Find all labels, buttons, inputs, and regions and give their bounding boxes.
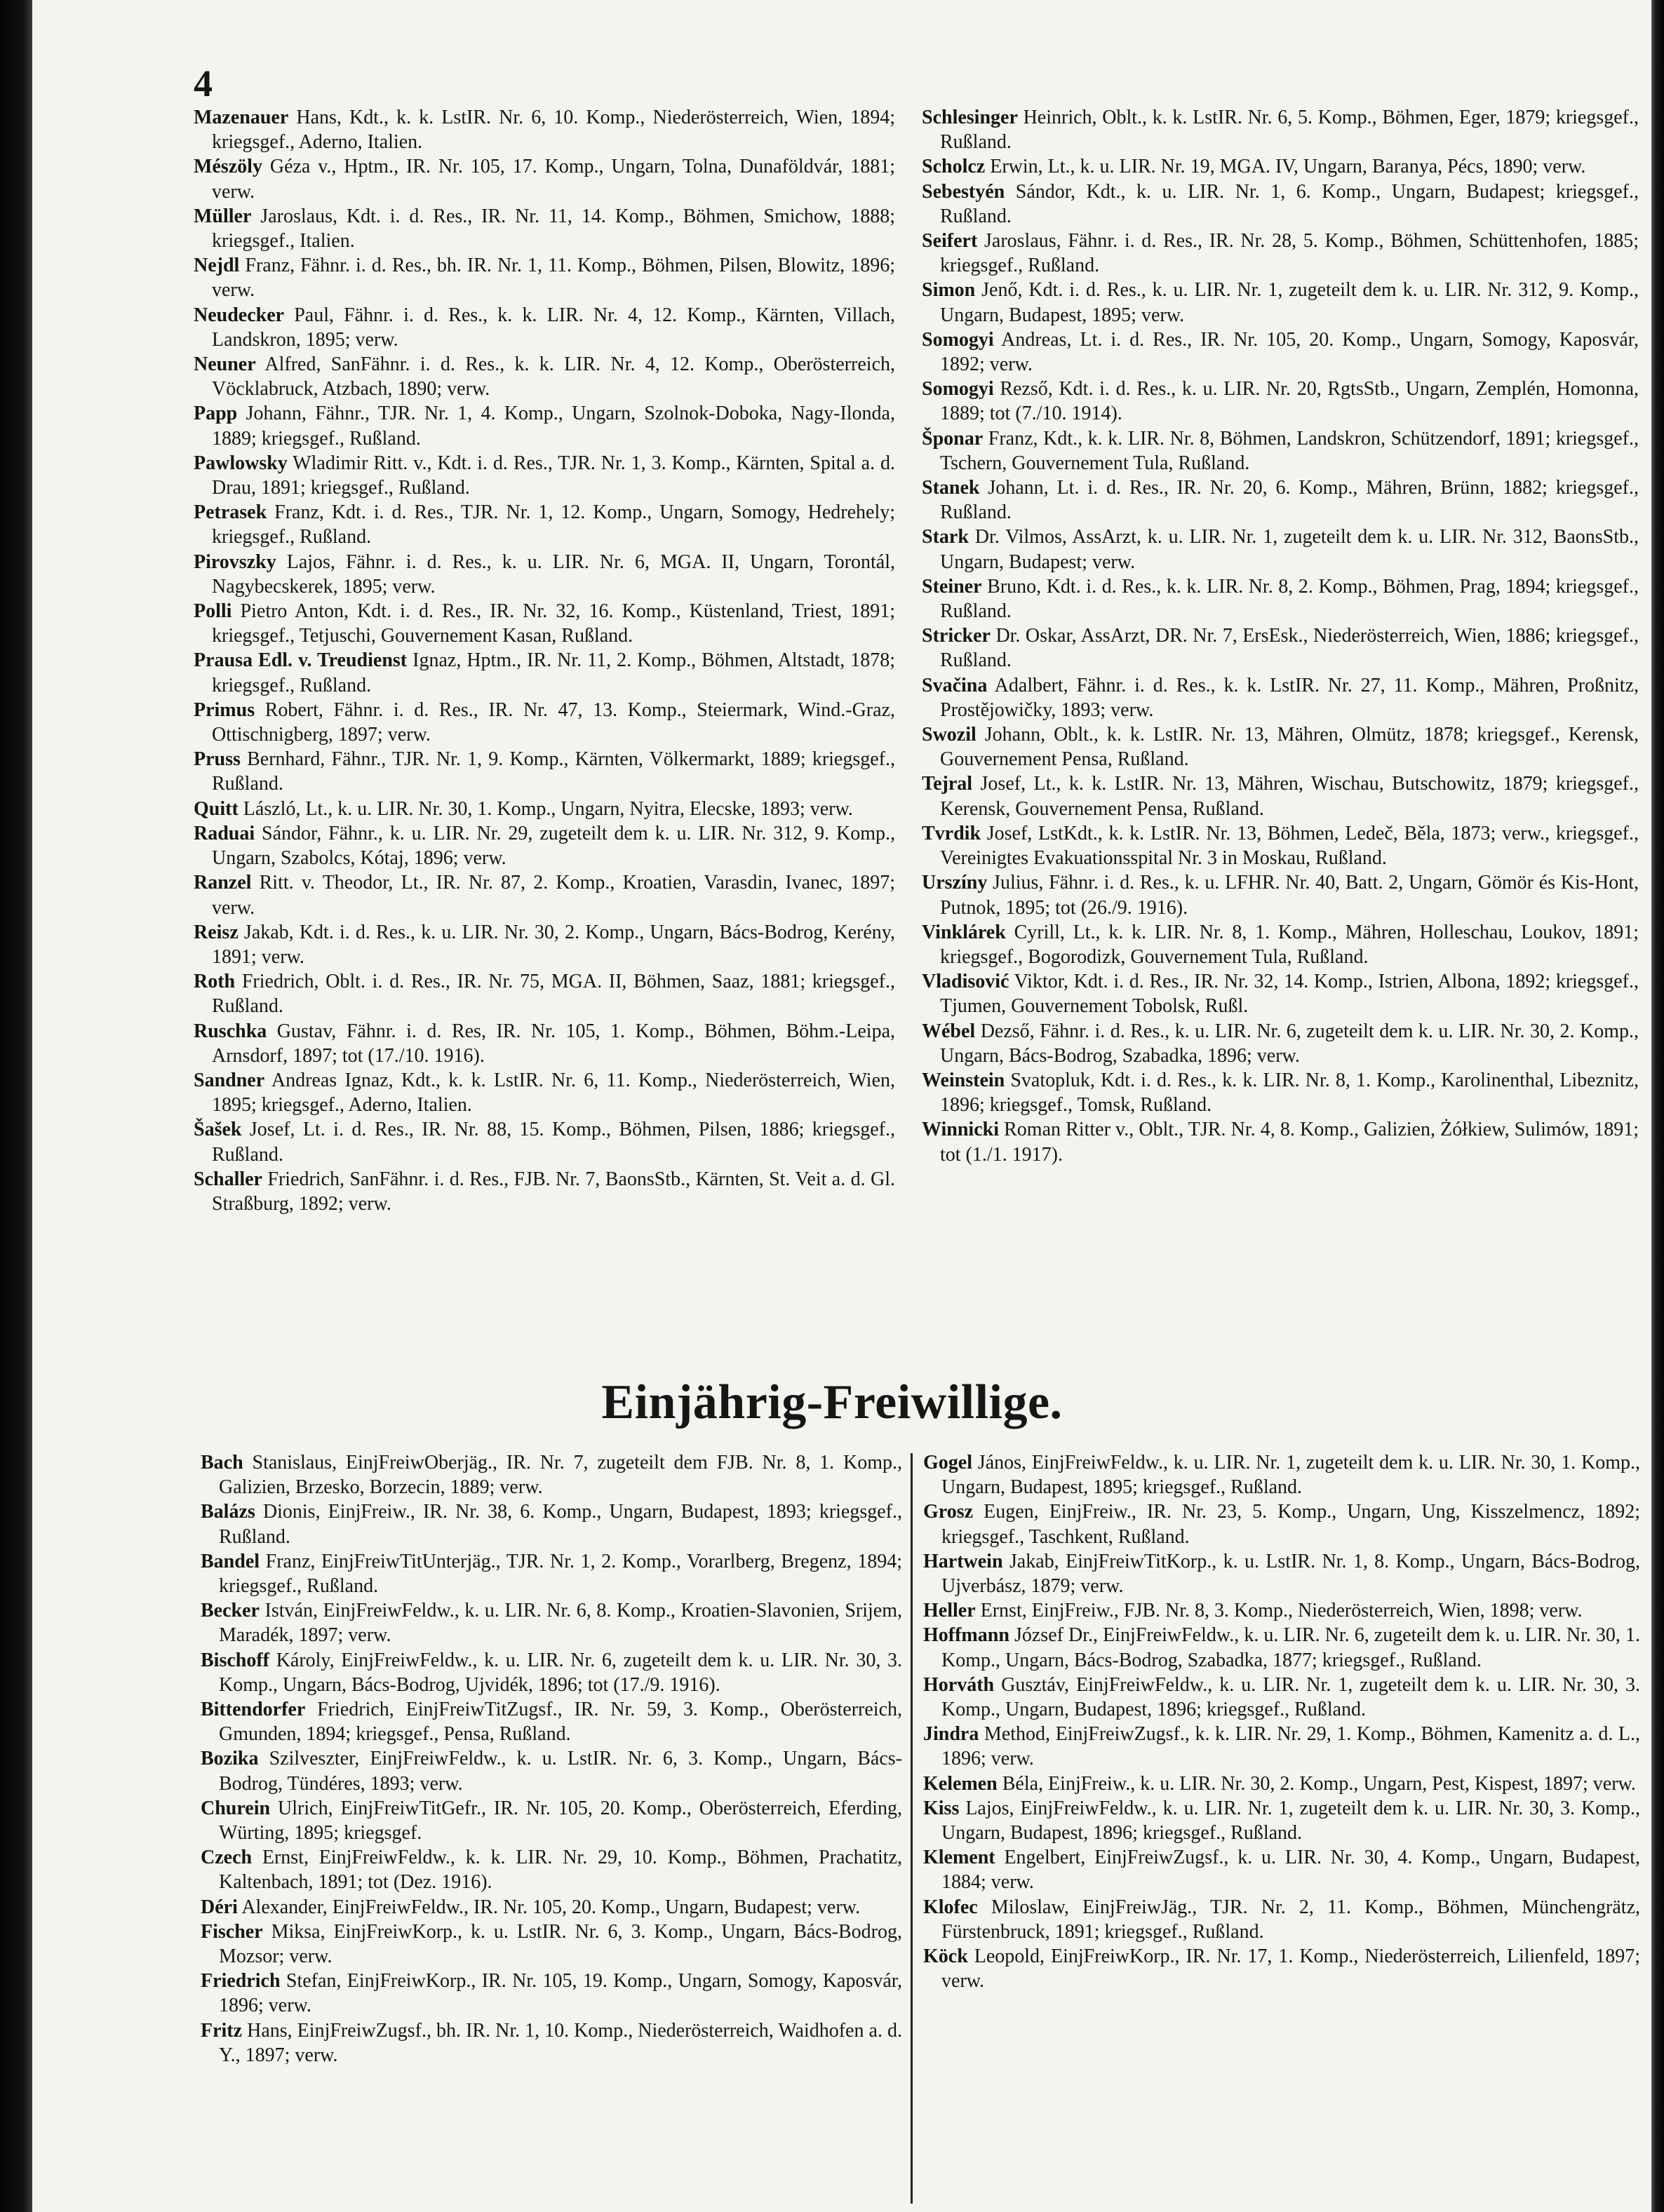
entry-details: Sándor, Kdt., k. u. LIR. Nr. 1, 6. Komp., Ungarn, Budapest; kriegsgef., Rußland. — [940, 180, 1639, 227]
list-entry — [194, 303, 895, 352]
list-entry — [194, 500, 895, 549]
list-entry — [923, 1623, 1640, 1672]
list-entry — [923, 1845, 1640, 1894]
list-entry — [201, 1598, 902, 1647]
entry-surname: Bach — [201, 1452, 243, 1473]
entry-details: Friedrich, SanFähnr. i. d. Res., FJB. Nr. 7, BaonsStb., Kärnten, St. Veit a. d. Gl. Straßburg, 1892; verw. — [212, 1168, 895, 1215]
entry-details: Rezső, Kdt. i. d. Res., k. u. LIR. Nr. 20, RgtsStb., Ungarn, Zemplén, Homonna, 1889; tot (7./10. 1914). — [940, 378, 1639, 425]
entry-surname: Déri — [201, 1896, 238, 1918]
entry-surname: Ranzel — [194, 872, 252, 894]
entry-surname: Czech — [201, 1847, 253, 1869]
entry-surname: Stanek — [922, 477, 980, 499]
entry-details: Hans, EinjFreiwZugsf., bh. IR. Nr. 1, 10. Komp., Niederösterreich, Waidhofen a. d. Y., 1897; verw. — [219, 2019, 902, 2066]
entry-details: Szilveszter, EinjFreiwFeldw., k. u. LstIR. Nr. 6, 3. Komp., Ungarn, Bács-Bodrog, Tündéres, 1893; verw. — [219, 1748, 902, 1795]
entry-surname: Swozil — [922, 724, 977, 746]
list-entry — [922, 105, 1639, 154]
list-entry — [201, 1648, 902, 1697]
entry-surname: Schaller — [194, 1168, 262, 1190]
entry-surname: Scholcz — [922, 156, 986, 178]
bottom-right-column — [923, 1450, 1640, 1993]
entry-surname: Köck — [923, 1945, 968, 1968]
scan-border-left — [0, 0, 32, 2212]
list-entry — [923, 1796, 1640, 1845]
entry-details: József Dr., EinjFreiwFeldw., k. u. LIR. Nr. 6, zugeteilt dem k. u. LIR. Nr. 30, 1. Komp., Ungarn, Bács-Bodrog, Szabadka, 1877; kriegsgef., Rußland. — [941, 1624, 1640, 1671]
entry-surname: Bischoff — [201, 1649, 269, 1671]
entry-details: Jakab, Kdt. i. d. Res., k. u. LIR. Nr. 30, 2. Komp., Ungarn, Bács-Bodrog, Kerény, 1891; verw. — [212, 921, 895, 968]
entry-surname: Mazenauer — [194, 107, 289, 128]
entry-surname: Bandel — [201, 1550, 260, 1572]
entry-details: Károly, EinjFreiwFeldw., k. u. LIR. Nr. 6, zugeteilt dem k. u. LIR. Nr. 30, 3. Komp., Ungarn, Bács-Bodrog, Ujvidék, 1896; tot (17./9. 1916). — [219, 1649, 902, 1696]
entry-surname: Bozika — [201, 1748, 259, 1770]
list-entry — [923, 1673, 1640, 1722]
list-entry — [194, 204, 895, 253]
top-right-column — [922, 105, 1639, 1167]
entry-details: Pietro Anton, Kdt. i. d. Res., IR. Nr. 32, 16. Komp., Küstenland, Triest, 1891; kriegsgef., Tetjuschi, Gouvernement Kasan, Rußland. — [212, 600, 895, 647]
entry-details: Franz, EinjFreiwTitUnterjäg., TJR. Nr. 1, 2. Komp., Vorarlberg, Bregenz, 1894; kriegsgef., Rußland. — [219, 1550, 902, 1598]
list-entry — [194, 599, 895, 648]
entry-details: Adalbert, Fähnr. i. d. Res., k. k. LstIR. Nr. 27, 11. Komp., Mähren, Proßnitz, Prostějowičky, 1893; verw. — [940, 674, 1639, 721]
column-divider — [911, 1453, 913, 2204]
list-entry — [194, 253, 895, 302]
entry-details: Franz, Fähnr. i. d. Res., bh. IR. Nr. 1, 11. Komp., Böhmen, Pilsen, Blowitz, 1896; verw. — [212, 255, 895, 302]
entry-details: Gustav, Fähnr. i. d. Res, IR. Nr. 105, 1. Komp., Böhmen, Böhm.-Leipa, Arnsdorf, 1897; tot (17./10. 1916). — [212, 1020, 895, 1067]
list-entry — [201, 1845, 902, 1894]
entry-details: Robert, Fähnr. i. d. Res., IR. Nr. 47, 13. Komp., Steiermark, Wind.-Graz, Ottischnigberg, 1897; verw. — [212, 699, 895, 746]
entry-surname: Tvrdik — [922, 822, 981, 844]
entry-details: Erwin, Lt., k. u. LIR. Nr. 19, MGA. IV, Ungarn, Baranya, Pécs, 1890; verw. — [985, 156, 1586, 178]
list-entry — [922, 920, 1639, 969]
entry-details: Heinrich, Oblt., k. k. LstIR. Nr. 6, 5. Komp., Böhmen, Eger, 1879; kriegsgef., Rußland. — [940, 107, 1639, 154]
entry-details: Dionis, EinjFreiw., IR. Nr. 38, 6. Komp., Ungarn, Budapest, 1893; kriegsgef., Rußland. — [219, 1501, 902, 1548]
list-entry — [922, 229, 1639, 278]
list-entry — [194, 648, 895, 697]
list-entry — [194, 352, 895, 401]
entry-surname: Kelemen — [923, 1772, 998, 1795]
list-entry — [923, 1499, 1640, 1549]
entry-surname: Stricker — [922, 625, 991, 647]
entry-details: Roman Ritter v., Oblt., TJR. Nr. 4, 8. Komp., Galizien, Żółkiew, Sulimów, 1891; tot (1./1. 1917). — [940, 1119, 1639, 1166]
entry-details: Miksa, EinjFreiwKorp., k. u. LstIR. Nr. 6, 3. Komp., Ungarn, Bács-Bodrog, Mozsor; verw. — [219, 1920, 902, 1968]
entry-details: Julius, Fähnr. i. d. Res., k. u. LFHR. Nr. 40, Batt. 2, Ungarn, Gömör és Kis-Hont, Putnok, 1895; tot (26./9. 1916). — [940, 872, 1639, 919]
list-entry — [923, 1772, 1640, 1796]
list-entry — [194, 401, 895, 450]
entry-surname: Pirovszky — [194, 551, 276, 573]
top-left-column — [194, 105, 895, 1216]
entry-details: Wladimir Ritt. v., Kdt. i. d. Res., TJR. Nr. 1, 3. Komp., Kärnten, Spital a. d. Drau, 1891; kriegsgef., Rußland. — [212, 452, 895, 499]
entry-details: Andreas Ignaz, Kdt., k. k. LstIR. Nr. 6, 11. Komp., Niederösterreich, Wien, 1895; kriegsgef., Aderno, Italien. — [212, 1069, 895, 1117]
entry-surname: Jindra — [923, 1723, 979, 1746]
entry-surname: Sandner — [194, 1069, 265, 1091]
entry-surname: Steiner — [922, 575, 982, 598]
entry-details: Friedrich, EinjFreiwTitZugsf., IR. Nr. 59, 3. Komp., Oberösterreich, Gmunden, 1894; kriegsgef., Pensa, Rußland. — [219, 1699, 902, 1746]
entry-details: Lajos, Fähnr. i. d. Res., k. u. LIR. Nr. 6, MGA. II, Ungarn, Torontál, Nagybecskerek, 1895; verw. — [212, 551, 895, 598]
entry-surname: Hoffmann — [923, 1624, 1009, 1647]
scan-border-right — [1651, 0, 1664, 2212]
entry-details: Josef, Lt. i. d. Res., IR. Nr. 88, 15. Komp., Böhmen, Pilsen, 1886; kriegsgef., Rußland. — [212, 1119, 895, 1166]
entry-surname: Reisz — [194, 921, 239, 943]
entry-details: Ignaz, Hptm., IR. Nr. 11, 2. Komp., Böhmen, Altstadt, 1878; kriegsgef., Rußland. — [212, 649, 895, 696]
list-entry — [923, 1549, 1640, 1598]
entry-surname: Wébel — [922, 1020, 976, 1042]
entry-details: Gusztáv, EinjFreiwFeldw., k. u. LIR. Nr. 1, zugeteilt dem k. u. LIR. Nr. 30, 3. Komp., Ungarn, Budapest, 1896; kriegsgef., Rußland. — [941, 1673, 1640, 1721]
entry-surname: Balázs — [201, 1501, 255, 1523]
entry-surname: Prausa Edl. v. Treudienst — [194, 649, 408, 672]
list-entry — [194, 154, 895, 203]
entry-surname: Becker — [201, 1600, 260, 1622]
entry-details: Bernhard, Fähnr., TJR. Nr. 1, 9. Komp., Kärnten, Völkermarkt, 1889; kriegsgef., Rußland. — [212, 748, 895, 795]
entry-surname: Bittendorfer — [201, 1699, 306, 1721]
entry-details: Sándor, Fähnr., k. u. LIR. Nr. 29, zugeteilt dem k. u. LIR. Nr. 312, 9. Komp., Ungarn, Szabolcs, Kótaj, 1896; verw. — [212, 822, 895, 870]
list-entry — [923, 1598, 1640, 1623]
list-entry — [194, 1068, 895, 1117]
entry-details: Johann, Fähnr., TJR. Nr. 1, 4. Komp., Ungarn, Szolnok-Doboka, Nagy-Ilonda, 1889; kriegsgef., Rußland. — [212, 403, 895, 450]
list-entry — [194, 1117, 895, 1166]
entry-details: Ernst, EinjFreiw., FJB. Nr. 8, 3. Komp., Niederösterreich, Wien, 1898; verw. — [975, 1600, 1583, 1622]
list-entry — [201, 1920, 902, 1969]
entry-surname: Müller — [194, 205, 252, 227]
entry-surname: Neudecker — [194, 304, 285, 326]
entry-details: Stefan, EinjFreiwKorp., IR. Nr. 105, 19. Komp., Ungarn, Somogy, Kaposvár, 1896; verw. — [219, 1970, 902, 2017]
entry-surname: Somogyi — [922, 328, 994, 351]
list-entry — [201, 1969, 902, 2018]
entry-surname: Pruss — [194, 748, 241, 771]
entry-surname: Hartwein — [923, 1550, 1003, 1572]
list-entry — [194, 698, 895, 747]
entry-details: Johann, Lt. i. d. Res., IR. Nr. 20, 6. Komp., Mähren, Brünn, 1882; kriegsgef., Rußland. — [940, 477, 1639, 524]
bottom-left-column — [201, 1450, 902, 2068]
entry-surname: Šašek — [194, 1119, 242, 1141]
entry-details: Dr. Oskar, AssArzt, DR. Nr. 7, ErsEsk., Niederösterreich, Wien, 1886; kriegsgef., Rußland. — [940, 625, 1639, 672]
entry-details: Leopold, EinjFreiwKorp., IR. Nr. 17, 1. Komp., Niederösterreich, Lilienfeld, 1897; verw. — [941, 1945, 1640, 1992]
list-entry — [922, 180, 1639, 229]
entry-surname: Petrasek — [194, 501, 267, 524]
entry-details: Method, EinjFreiwZugsf., k. k. LIR. Nr. 29, 1. Komp., Böhmen, Kamenitz a. d. L., 1896; verw. — [941, 1723, 1640, 1770]
entry-surname: Ruschka — [194, 1020, 267, 1042]
entry-surname: Churein — [201, 1797, 271, 1819]
list-entry — [923, 1450, 1640, 1499]
entry-details: Cyrill, Lt., k. k. LIR. Nr. 8, 1. Komp., Mähren, Holleschau, Loukov, 1891; kriegsgef., Bogorodizk, Gouvernement Tula, Rußland. — [940, 921, 1639, 968]
entry-surname: Fritz — [201, 2019, 243, 2042]
entry-surname: Kiss — [923, 1797, 960, 1819]
entry-surname: Nejdl — [194, 255, 240, 277]
list-entry — [194, 797, 895, 821]
entry-surname: Šponar — [922, 427, 984, 450]
entry-details: Dezső, Fähnr. i. d. Res., k. u. LIR. Nr. 6, zugeteilt dem k. u. LIR. Nr. 30, 2. Komp., Ungarn, Bács-Bodrog, Szabadka, 1896; verw. — [940, 1020, 1639, 1067]
entry-details: Franz, Kdt. i. d. Res., TJR. Nr. 1, 12. Komp., Ungarn, Somogy, Hedrehely; kriegsgef., Rußland. — [212, 501, 895, 548]
entry-surname: Schlesinger — [922, 107, 1018, 128]
entry-details: Ritt. v. Theodor, Lt., IR. Nr. 87, 2. Komp., Kroatien, Varasdin, Ivanec, 1897; verw. — [212, 872, 895, 919]
entry-details: Paul, Fähnr. i. d. Res., k. k. LIR. Nr. 4, 12. Komp., Kärnten, Villach, Landskron, 1895; verw. — [212, 304, 895, 351]
list-entry — [201, 1796, 902, 1845]
list-entry — [201, 1450, 902, 1499]
list-entry — [194, 105, 895, 154]
entry-details: Franz, Kdt., k. k. LIR. Nr. 8, Böhmen, Landskron, Schützendorf, 1891; kriegsgef., Tschern, Gouvernement Tula, Rußland. — [940, 427, 1639, 474]
entry-surname: Horváth — [923, 1673, 995, 1696]
entry-surname: Stark — [922, 526, 969, 548]
entry-details: Dr. Vilmos, AssArzt, k. u. LIR. Nr. 1, zugeteilt dem k. u. LIR. Nr. 312, BaonsStb., Ungarn, Budapest; verw. — [940, 526, 1639, 573]
entry-surname: Friedrich — [201, 1970, 281, 1992]
entry-surname: Weinstein — [922, 1069, 1005, 1091]
entry-details: Jenő, Kdt. i. d. Res., k. u. LIR. Nr. 1, zugeteilt dem k. u. LIR. Nr. 312, 9. Komp., Ungarn, Budapest, 1895; verw. — [940, 279, 1639, 326]
list-entry — [922, 673, 1639, 722]
entry-details: Hans, Kdt., k. k. LstIR. Nr. 6, 10. Komp., Niederösterreich, Wien, 1894; kriegsgef., Aderno, Italien. — [212, 107, 895, 154]
list-entry — [194, 920, 895, 969]
entry-surname: Sebestyén — [922, 180, 1005, 203]
entry-surname: Roth — [194, 971, 236, 993]
entry-surname: Urszíny — [922, 872, 988, 894]
list-entry — [922, 328, 1639, 377]
list-entry — [201, 2018, 902, 2068]
entry-surname: Somogyi — [922, 378, 994, 400]
entry-surname: Primus — [194, 699, 255, 721]
entry-surname: Raduai — [194, 822, 255, 844]
list-entry — [201, 1895, 902, 1920]
list-entry — [194, 1019, 895, 1068]
entry-surname: Pawlowsky — [194, 452, 288, 474]
entry-details: Eugen, EinjFreiw., IR. Nr. 23, 5. Komp., Ungarn, Ung, Kisszelmencz, 1892; kriegsgef., Taschkent, Rußland. — [941, 1501, 1640, 1548]
entry-surname: Mészöly — [194, 156, 262, 178]
list-entry — [201, 1697, 902, 1746]
entry-details: Jaroslaus, Fähnr. i. d. Res., IR. Nr. 28, 5. Komp., Böhmen, Schüttenhofen, 1885; kriegsgef., Rußland. — [940, 230, 1639, 277]
entry-details: Géza v., Hptm., IR. Nr. 105, 17. Komp., Ungarn, Tolna, Dunaföldvár, 1881; verw. — [212, 156, 895, 203]
entry-surname: Vladisović — [922, 971, 1009, 993]
list-entry — [922, 574, 1639, 623]
entry-details: Stanislaus, EinjFreiwOberjäg., IR. Nr. 7, zugeteilt dem FJB. Nr. 8, 1. Komp., Galizien, Brzesko, Borzecin, 1889; verw. — [219, 1452, 902, 1499]
entry-details: László, Lt., k. u. LIR. Nr. 30, 1. Komp., Ungarn, Nyitra, Elecske, 1893; verw. — [238, 797, 853, 820]
entry-details: Alexander, EinjFreiwFeldw., IR. Nr. 105, 20. Komp., Ungarn, Budapest; verw. — [237, 1896, 861, 1918]
entry-surname: Vinklárek — [922, 921, 1006, 943]
entry-details: Jaroslaus, Kdt. i. d. Res., IR. Nr. 11, 14. Komp., Böhmen, Smichow, 1888; kriegsgef., Italien. — [212, 205, 895, 252]
list-entry — [922, 771, 1639, 821]
list-entry — [922, 476, 1639, 525]
list-entry — [922, 377, 1639, 426]
entry-details: Lajos, EinjFreiwFeldw., k. u. LIR. Nr. 1, zugeteilt dem k. u. LIR. Nr. 30, 3. Komp., Ungarn, Budapest, 1896; kriegsgef., Rußland. — [941, 1797, 1640, 1845]
entry-details: Friedrich, Oblt. i. d. Res., IR. Nr. 75, MGA. II, Böhmen, Saaz, 1881; kriegsgef., Rußland. — [212, 971, 895, 1018]
entry-surname: Svačina — [922, 674, 988, 696]
page-number: 4 — [194, 62, 213, 104]
entry-surname: Winnicki — [922, 1119, 999, 1141]
entry-details: Béla, EinjFreiw., k. u. LIR. Nr. 30, 2. Komp., Ungarn, Pest, Kispest, 1897; verw. — [997, 1772, 1636, 1795]
entry-details: Josef, LstKdt., k. k. LstIR. Nr. 13, Böhmen, Ledeč, Běla, 1873; verw., kriegsgef., Vereinigtes Evakuationsspital Nr. 3 in Moskau, Rußland. — [940, 822, 1639, 870]
list-entry — [922, 1117, 1639, 1166]
list-entry — [922, 623, 1639, 673]
list-entry — [922, 1019, 1639, 1068]
list-entry — [194, 969, 895, 1018]
entry-details: Josef, Lt., k. k. LstIR. Nr. 13, Mähren, Wischau, Butschowitz, 1879; kriegsgef., Kerensk, Gouvernement Pensa, Rußland. — [940, 773, 1639, 820]
entry-surname: Gogel — [923, 1452, 972, 1473]
list-entry — [194, 1167, 895, 1216]
list-entry — [922, 722, 1639, 771]
entry-surname: Heller — [923, 1600, 976, 1622]
list-entry — [923, 1944, 1640, 1993]
list-entry — [922, 278, 1639, 327]
list-entry — [922, 154, 1639, 179]
entry-surname: Seifert — [922, 230, 978, 252]
entry-details: Ulrich, EinjFreiwTitGefr., IR. Nr. 105, 20. Komp., Oberösterreich, Eferding, Würting, 1895; kriegsgef. — [219, 1797, 902, 1845]
entry-surname: Grosz — [923, 1501, 974, 1523]
entry-surname: Neuner — [194, 353, 256, 376]
entry-details: Engelbert, EinjFreiwZugsf., k. u. LIR. Nr. 30, 4. Komp., Ungarn, Budapest, 1884; verw. — [941, 1847, 1640, 1894]
entry-details: Bruno, Kdt. i. d. Res., k. k. LIR. Nr. 8, 2. Komp., Böhmen, Prag, 1894; kriegsgef., Rußland. — [940, 575, 1639, 623]
list-entry — [201, 1549, 902, 1598]
list-entry — [922, 525, 1639, 574]
list-entry — [201, 1499, 902, 1549]
entry-details: János, EinjFreiwFeldw., k. u. LIR. Nr. 1, zugeteilt dem k. u. LIR. Nr. 30, 1. Komp., Ungarn, Budapest, 1895; kriegsgef., Rußland. — [941, 1452, 1640, 1499]
list-entry — [194, 870, 895, 919]
list-entry — [923, 1722, 1640, 1771]
entry-details: Jakab, EinjFreiwTitKorp., k. u. LstIR. Nr. 1, 8. Komp., Ungarn, Bács-Bodrog, Ujverbász, 1879; verw. — [941, 1550, 1640, 1598]
entry-details: Miloslaw, EinjFreiwJäg., TJR. Nr. 2, 11. Komp., Böhmen, Münchengrätz, Fürstenbruck, 1891; kriegsgef., Rußland. — [941, 1896, 1640, 1943]
section-heading: Einjährig-Freiwillige. — [601, 1375, 1063, 1429]
entry-details: István, EinjFreiwFeldw., k. u. LIR. Nr. 6, 8. Komp., Kroatien-Slavonien, Srijem, Maradék, 1897; verw. — [219, 1600, 902, 1647]
list-entry — [922, 821, 1639, 870]
list-entry — [194, 747, 895, 796]
entry-details: Viktor, Kdt. i. d. Res., IR. Nr. 32, 14. Komp., Istrien, Albona, 1892; kriegsgef., Tjumen, Gouvernement Tobolsk, Rußl. — [940, 971, 1639, 1018]
list-entry — [194, 550, 895, 599]
entry-surname: Polli — [194, 600, 232, 623]
entry-details: Johann, Oblt., k. k. LstIR. Nr. 13, Mähren, Olmütz, 1878; kriegsgef., Kerensk, Gouvernement Pensa, Rußland. — [940, 724, 1639, 771]
list-entry — [922, 426, 1639, 476]
list-entry — [923, 1895, 1640, 1944]
entry-surname: Klofec — [923, 1896, 978, 1918]
list-entry — [194, 451, 895, 500]
list-entry — [922, 870, 1639, 919]
entry-surname: Papp — [194, 403, 238, 425]
list-entry — [922, 1068, 1639, 1117]
entry-details: Andreas, Lt. i. d. Res., IR. Nr. 105, 20. Komp., Ungarn, Somogy, Kaposvár, 1892; verw. — [940, 328, 1639, 376]
entry-details: Svatopluk, Kdt. i. d. Res., k. k. LIR. Nr. 8, 1. Komp., Karolinenthal, Libeznitz, 1896; kriegsgef., Tomsk, Rußland. — [940, 1069, 1639, 1117]
list-entry — [201, 1746, 902, 1795]
entry-details: Alfred, SanFähnr. i. d. Res., k. k. LIR. Nr. 4, 12. Komp., Oberösterreich, Vöcklabruck, Atzbach, 1890; verw. — [212, 353, 895, 400]
list-entry — [922, 969, 1639, 1018]
entry-surname: Quitt — [194, 797, 239, 820]
entry-surname: Simon — [922, 279, 976, 302]
entry-surname: Klement — [923, 1847, 995, 1869]
entry-surname: Tejral — [922, 773, 973, 795]
entry-surname: Fischer — [201, 1920, 263, 1943]
entry-details: Ernst, EinjFreiwFeldw., k. k. LIR. Nr. 29, 10. Komp., Böhmen, Prachatitz, Kaltenbach, 1891; tot (Dez. 1916). — [219, 1847, 902, 1894]
list-entry — [194, 821, 895, 870]
